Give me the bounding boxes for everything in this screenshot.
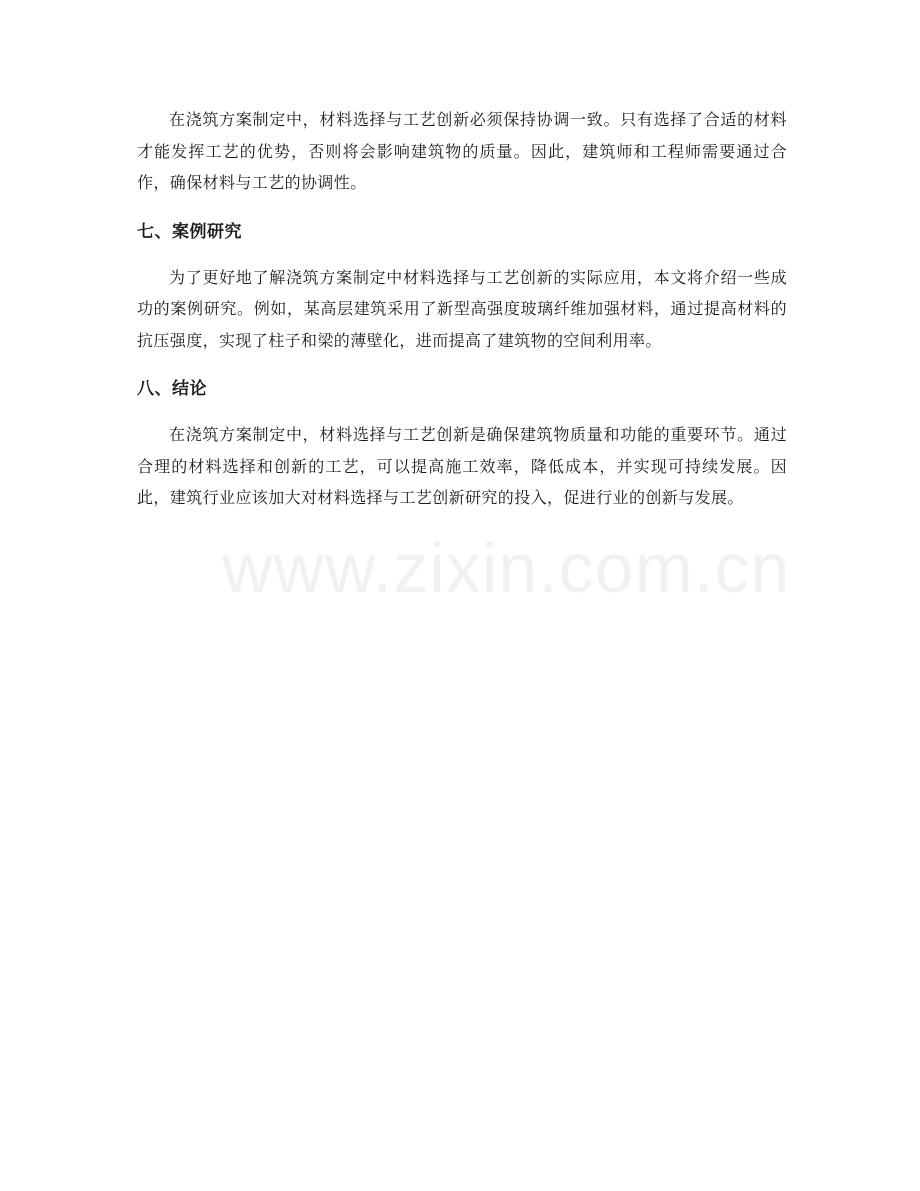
document-body (137, 104, 787, 514)
heading-conclusion: 八、结论 (137, 379, 207, 399)
watermark: www.zixin.com.cn (222, 529, 791, 607)
paragraph-conclusion: 在浇筑方案制定中，材料选择与工艺创新是确保建筑物质量和功能的重要环节。通过合理的材料选择和创新的工艺，可以提高施工效率，降低成本，并实现可持续发展。因此，建筑行业应该加大对材料选择与工艺创新研究的投入，促进行业的创新与发展。 (137, 425, 787, 507)
paragraph-case-study: 为了更好地了解浇筑方案制定中材料选择与工艺创新的实际应用，本文将介绍一些成功的案例研究。例如，某高层建筑采用了新型高强度玻璃纤维加强材料，通过提高材料的抗压强度，实现了柱子和梁的薄壁化，进而提高了建筑物的空间利用率。 (137, 267, 787, 350)
paragraph-coordination: 在浇筑方案制定中，材料选择与工艺创新必须保持协调一致。只有选择了合适的材料才能发挥工艺的优势，否则将会影响建筑物的质量。因此，建筑师和工程师需要通过合作，确保材料与工艺的协调性。 (137, 110, 787, 192)
heading-case-study: 七、案例研究 (137, 221, 242, 242)
